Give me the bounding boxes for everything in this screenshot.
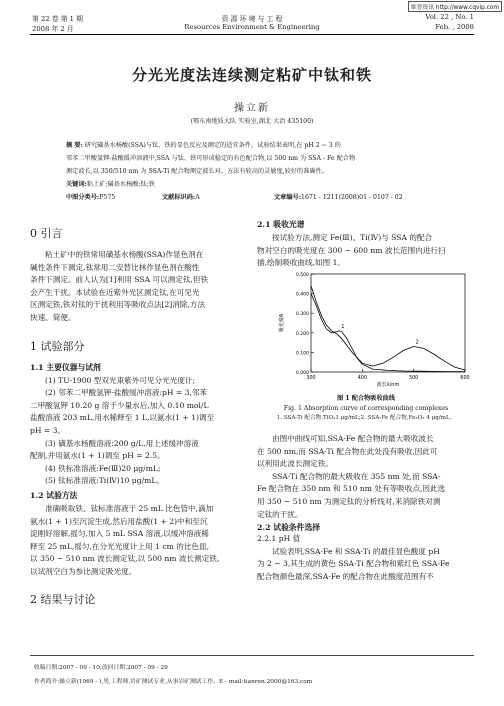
y-axis-label: 吸光度A <box>279 313 285 333</box>
keywords-text: 粘土矿;磺基水杨酸;钛;铁 <box>86 181 155 188</box>
p221-line: 试验表明,SSA-Fe 和 SSA-Ti 的最佳显色酸度 pH <box>272 546 440 556</box>
p21-line: 按试验方法,测定 Fe(Ⅲ)、Ti(Ⅳ)与 SSA 的配合 <box>272 233 433 242</box>
abstract-line-2: 邻苯二甲酸氢钾-盐酸缓冲溶液中,SSA 与钛、铁可形成稳定的有色配合物,以 500 nm 为 SSA - Fe 配合物 <box>66 155 356 162</box>
p11-line: 盐酸溶液 203 mL,用水稀释至 1 L,以氨水(1 + 1)调至 <box>30 413 215 423</box>
chart-grid <box>311 274 465 372</box>
p12-line: 氨水(1 + 1)至沉淀生成,然后用盐酸(1 + 2)中和至沉 <box>30 516 208 526</box>
p0-line: 粘土矿中的铁常用磺基水杨酸(SSA)作显色剂在 <box>45 250 204 259</box>
p12-line: 以 350 ~ 510 nm 波长测定钛,以 500 nm 波长测定铁, <box>30 554 220 564</box>
paper-title: 分光光度法连续测定粘矿中钛和铁 <box>131 66 372 84</box>
series-line-2 <box>311 286 465 370</box>
header-date: 2008 年 2 月 <box>32 25 74 33</box>
chart-axes <box>311 274 465 372</box>
p0-line: 碱性条件下测定,钛常用二安替比林作显色剂在酸性 <box>30 262 200 272</box>
header-vol-en: Vol. 22 , No. 1 <box>425 13 474 21</box>
header-date-en: Feb. , 2008 <box>435 23 474 31</box>
p221-line: 为 2 ~ 3,其生成的黄色 SSA-Ti 配合物和紫红色 SSA-Fe <box>257 559 450 569</box>
section-0-title: 0 引言 <box>30 227 63 240</box>
y-tick-label: 0.400 <box>295 292 309 298</box>
section-1-1-body <box>30 375 242 488</box>
keywords-label: 关键词: <box>66 181 87 188</box>
p221-line: 配合物颜色最深,SSA-Fe 的配合物在此酸度范围有不 <box>257 571 434 581</box>
p11-line: 配制,并用氨水(1 + 1)调至 pH = 2.5。 <box>30 451 165 461</box>
right-column-lower <box>257 433 475 584</box>
figure-title-en: Fig. 1 Absorption curve of corresponding complexes <box>283 405 449 412</box>
figure-title: 图 1 配合物吸收曲线 <box>336 395 396 402</box>
p12-line: 准确吸取铁、钛标准溶液于 25 mL 比色管中,滴加 <box>45 503 214 513</box>
article-label: 文章编号: <box>274 194 302 201</box>
p11-line: (1) TU-1900 型双光束紫外可见分光光度计; <box>45 375 196 385</box>
chart-labels <box>278 272 470 388</box>
clc-value: P575 <box>99 194 116 201</box>
section-2-2-1-title: 2.2.1 pH 值 <box>257 534 301 544</box>
section-2-2-title: 2.2 试验条件选择 <box>257 523 321 533</box>
watermark: 维普资讯 http://www.cqvip.com <box>408 1 502 12</box>
y-tick-label: 0.500 <box>295 273 309 278</box>
author-bio: 作者简介:操立新(1969 - ),男,工程师,岩矿测试专业,从事岩矿测试工作。E - mail:tianren.2000@163.com <box>34 679 313 685</box>
discussion-line: 由图中曲线可知,SSA-Fe 配合物的最大吸收波长 <box>272 434 434 443</box>
header-journal: 资 源 环 境 与 工 程 <box>221 15 283 23</box>
section-1-2-title: 1.2 试验方法 <box>30 490 78 500</box>
p12-line: 以试剂空白为参比测定吸光度。 <box>30 566 137 576</box>
clc-number <box>66 193 115 202</box>
p11-line: (2) 邻苯二甲酸氢钾-盐酸缓冲溶液:pH = 3,邻苯 <box>45 388 208 398</box>
discussion-line: 定钛的干扰。 <box>257 509 303 519</box>
section-1-1-title: 1.1 主要仪器与试剂 <box>30 362 101 372</box>
x-tick-label: 600 <box>460 376 470 381</box>
section-2-1-title: 2.1 吸收光谱 <box>257 220 305 229</box>
section-1-title: 1 试验部分 <box>30 339 85 353</box>
p21-line: 描,绘制吸收曲线,如图 1。 <box>257 258 346 268</box>
section-2-2-1-body <box>257 546 475 584</box>
p11-line: pH = 3。 <box>30 425 66 435</box>
p11-line: (3) 磺基水杨酸溶液:200 g/L,用上述缓冲溶液 <box>45 438 199 448</box>
discussion-line: Fe 配合物在 350 nm 和 510 nm 处有等吸收点,因此选 <box>257 484 446 494</box>
clc-label: 中图分类号: <box>66 194 100 201</box>
abstract-line-3: 测定波长,以 350/510 nm 为 SSA-Ti 配合物测定波长对。方法有较高的灵敏度,较好的准确性。 <box>66 168 328 175</box>
section-1-2-body <box>30 503 242 579</box>
discussion-line: SSA-Ti 配合物的最大吸收在 355 nm 处,而 SSA- <box>272 471 441 481</box>
abstract <box>66 139 456 178</box>
section-2-title: 2 结果与讨论 <box>30 593 96 607</box>
section-0-body <box>30 249 242 325</box>
p12-line: 释至 25 mL,摇匀,在分光光度计上用 1 cm 的比色皿, <box>30 541 209 551</box>
x-axis-label: 波长λ/nm <box>376 382 400 388</box>
x-tick-label: 500 <box>409 376 419 381</box>
p11-line: (4) 铁标准溶液:Fe(Ⅲ)20 μg/mL; <box>45 463 161 473</box>
abstract-label: 摘 要: <box>66 142 83 149</box>
y-tick-label: 0.000 <box>295 371 309 376</box>
p0-line: 区测定铁,铁对钛的干扰利用等吸收点法[2]消除,方法 <box>30 300 206 310</box>
right-column <box>257 219 475 270</box>
doc-code <box>162 193 200 202</box>
chart-series <box>311 286 465 372</box>
left-column <box>30 213 242 607</box>
plot-frame <box>311 274 465 372</box>
p0-line: 快速、简便。 <box>30 312 76 322</box>
x-tick-label: 300 <box>306 376 316 381</box>
figure-note: 1. SSA-Ti 配合物,TiO₂1 μg/mL;2. SSA-Fe 配合物,Fe₂O₃ 4 μg/mL。 <box>276 415 456 421</box>
section-2-1-body <box>257 232 475 270</box>
p12-line: 淀刚好溶解,摇匀,加入 5 mL SSA 溶液,以缓冲溶液稀 <box>30 529 209 539</box>
keywords <box>66 180 155 189</box>
doc-value: A <box>195 194 200 201</box>
discussion-line: 在 500 nm,而 SSA-Ti 配合物在此处没有吸收,因此可 <box>257 446 438 456</box>
series-label-1: 1 <box>341 323 345 330</box>
discussion-line: 以利用此波长测定铁。 <box>257 459 333 469</box>
absorption-discussion <box>257 433 475 521</box>
doc-label: 文献标识码: <box>162 194 196 201</box>
y-tick-label: 0.300 <box>295 312 309 318</box>
article-value: 1671 - 1211(2008)01 - 0107 - 02 <box>301 194 403 201</box>
p21-line: 物对空白的吸光度在 300 ~ 600 nm 波长范围内进行扫 <box>257 245 446 255</box>
discussion-line: 用 350 ~ 510 nm 为测定钛的分析线对,来消除铁对测 <box>257 496 441 506</box>
abstract-line-1: 研究磺基水杨酸(SSA)与钛、铁的显色反应及测定的适宜条件。试验结果表明,在 pH 2 ~ 3 的 <box>84 142 341 149</box>
footer-rule <box>30 655 474 656</box>
article-number <box>274 193 403 202</box>
header-rule <box>30 34 474 35</box>
p0-line: 会产生干扰。本试验在近紫外光区测定钛,在可见光 <box>30 287 200 297</box>
p11-line: 二甲酸氢钾 10.20 g 溶于少量水后,加入 0.10 mol/L <box>30 400 209 410</box>
author-name: 操立新 <box>234 103 270 114</box>
y-tick-label: 0.100 <box>295 351 309 357</box>
header-journal-en: Resources Environment & Engineering <box>184 23 320 31</box>
absorption-chart <box>265 270 475 392</box>
header-volume: 第 22 卷 第 1 期 <box>32 15 83 23</box>
p11-line: (5) 钛标准溶液:Ti(Ⅳ)10 μg/mL。 <box>45 476 164 486</box>
y-tick-label: 0.200 <box>295 331 309 337</box>
affiliation: (鄂东南地质大队 实验室,湖北 大冶 435100) <box>190 118 314 125</box>
p0-line: 条件下测定。前人认为[1]利用 SSA 可以测定钛,但铁 <box>30 275 209 285</box>
received-date: 收稿日期:2007 - 09 - 10;改回日期:2007 - 09 - 29 <box>34 665 168 671</box>
series-label-2: 2 <box>415 339 419 346</box>
x-tick-label: 400 <box>357 376 367 381</box>
